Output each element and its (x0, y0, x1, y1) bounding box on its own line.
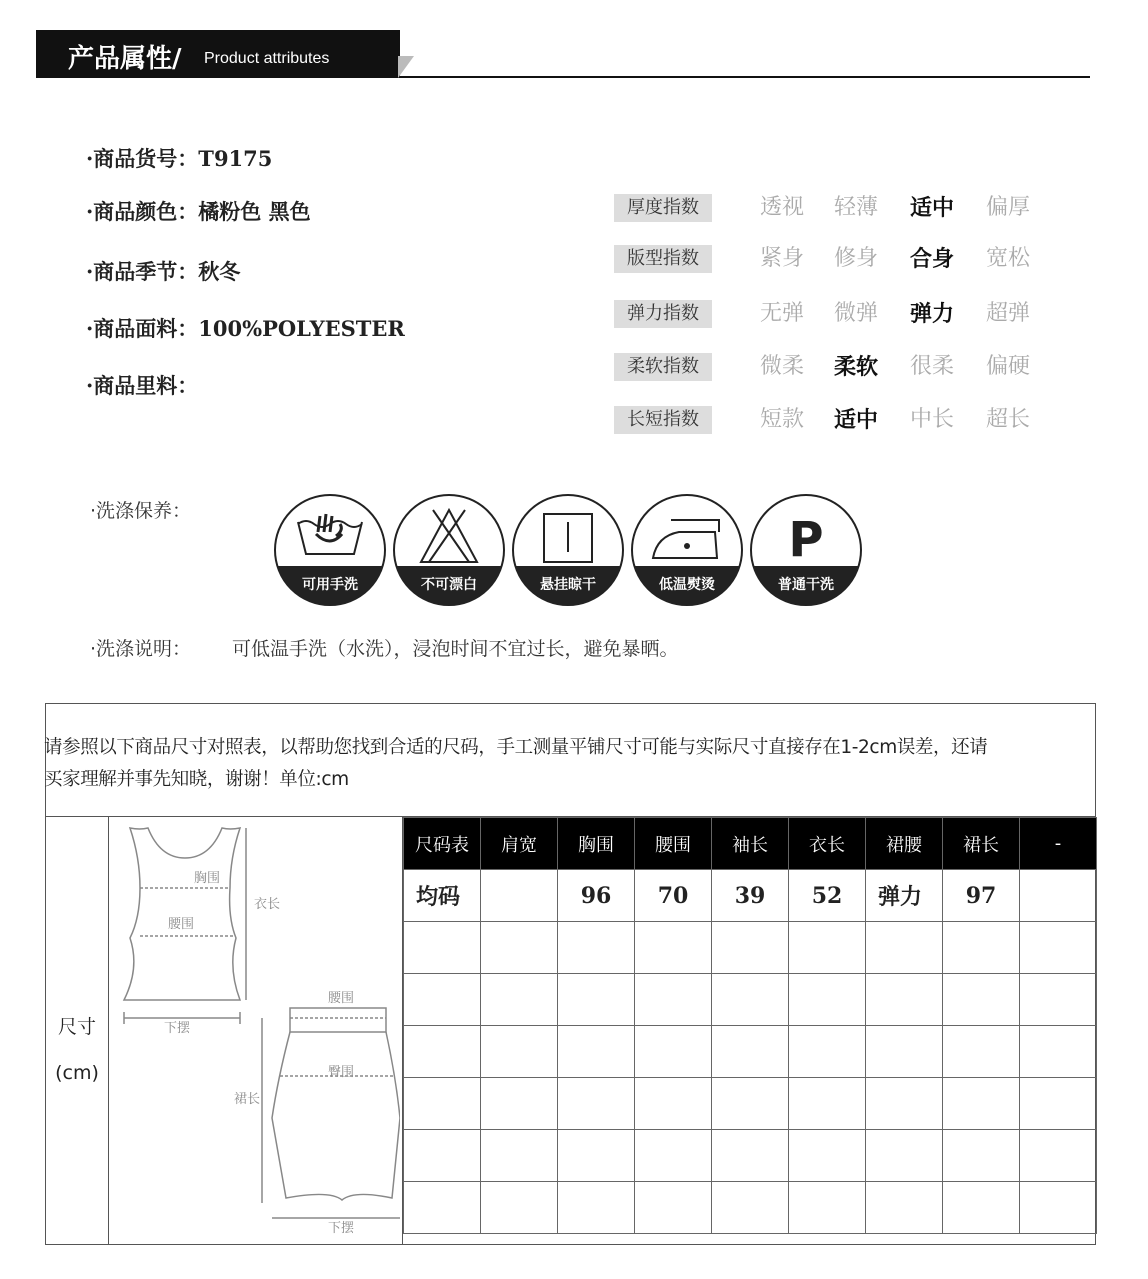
table-cell (789, 922, 866, 974)
table-cell (789, 1182, 866, 1234)
skirt-waist-label: 腰围 (328, 991, 355, 1006)
index-option: 紧身 (759, 246, 804, 271)
table-cell (558, 1182, 635, 1234)
care-text: 可用手洗 (302, 577, 358, 593)
care-text: 低温熨烫 (659, 577, 715, 593)
table-row (404, 1130, 1097, 1182)
header-title-en: Product attributes (204, 50, 330, 67)
index-label: 长短指数 (614, 406, 712, 434)
table-cell: 96 (558, 870, 635, 922)
index-option: 微柔 (759, 354, 804, 379)
header-underline (400, 76, 1090, 78)
index-option-selected: 适中 (833, 407, 878, 433)
index-label: 弹力指数 (614, 300, 712, 328)
attr-season: ·商品季节：秋冬 (86, 259, 241, 284)
table-cell (1020, 1026, 1097, 1078)
table-header-cell: 袖长 (712, 818, 789, 870)
care-label: ·洗涤保养： (90, 500, 192, 522)
waist-label: 腰围 (168, 917, 195, 932)
table-cell (404, 1130, 481, 1182)
table-cell (481, 1130, 558, 1182)
table-row (404, 870, 1097, 922)
table-cell (943, 922, 1020, 974)
table-cell (404, 1078, 481, 1130)
index-option: 超弹 (985, 301, 1030, 326)
skirt-outline (272, 1032, 400, 1200)
table-cell (789, 1130, 866, 1182)
table-cell (558, 974, 635, 1026)
index-option-selected: 适中 (909, 195, 954, 221)
table-cell (1020, 870, 1097, 922)
index-option: 无弹 (759, 301, 804, 326)
index-option: 偏硬 (985, 354, 1030, 379)
table-cell (558, 1130, 635, 1182)
size-chart-note (44, 732, 1094, 796)
table-cell (635, 1182, 712, 1234)
index-option: 超长 (985, 407, 1030, 432)
index-option: 短款 (759, 407, 804, 432)
index-label: 版型指数 (614, 245, 712, 273)
care-text: 悬挂晾干 (540, 577, 596, 593)
table-cell (558, 922, 635, 974)
table-header-row (404, 818, 1097, 870)
index-option: 修身 (833, 246, 878, 271)
hand-wash-icon (274, 494, 386, 606)
dry-clean-p-icon (750, 494, 862, 606)
table-cell (712, 1130, 789, 1182)
length-label: 衣长 (254, 897, 281, 912)
garment-measure-diagram (110, 818, 400, 1243)
hem-label: 下摆 (164, 1021, 191, 1036)
header-title-cn: 产品属性/ (68, 44, 182, 74)
table-cell (943, 1078, 1020, 1130)
table-row (404, 922, 1097, 974)
table-cell (481, 1182, 558, 1234)
low-iron-icon (631, 494, 743, 606)
table-row (404, 974, 1097, 1026)
table-cell (866, 974, 943, 1026)
table-cell (481, 922, 558, 974)
table-cell (558, 1026, 635, 1078)
table-cell: 弹力 (866, 870, 943, 922)
table-cell (943, 974, 1020, 1026)
table-cell (943, 1130, 1020, 1182)
attr-lining: ·商品里料： (86, 373, 199, 398)
table-cell (404, 922, 481, 974)
table-header-cell: 肩宽 (481, 818, 558, 870)
care-text: 普通干洗 (778, 577, 834, 593)
table-cell (943, 1182, 1020, 1234)
table-cell (866, 922, 943, 974)
skirt-hem-label: 下摆 (328, 1221, 355, 1236)
attr-color: ·商品颜色：橘粉色 黑色 (86, 199, 311, 224)
index-label: 柔软指数 (614, 353, 712, 381)
index-option: 透视 (759, 195, 804, 220)
table-header-cell: 裙长 (943, 818, 1020, 870)
table-row (404, 1026, 1097, 1078)
table-cell: 均码 (404, 870, 481, 922)
index-option: 偏厚 (985, 195, 1030, 220)
size-row-label: 尺寸 (57, 1016, 96, 1038)
table-cell (481, 974, 558, 1026)
column-divider (108, 816, 109, 1245)
table-cell (866, 1078, 943, 1130)
wash-note-label: ·洗涤说明： (90, 638, 192, 660)
no-bleach-icon (393, 494, 505, 606)
size-table (403, 817, 1097, 1234)
index-option: 很柔 (909, 354, 954, 379)
top-outline (124, 828, 240, 1000)
table-cell (481, 1026, 558, 1078)
table-cell (1020, 974, 1097, 1026)
table-cell: 70 (635, 870, 712, 922)
table-cell (404, 1026, 481, 1078)
table-cell (712, 974, 789, 1026)
table-cell (481, 1078, 558, 1130)
table-cell: 52 (789, 870, 866, 922)
table-header-cell: 尺码表 (404, 818, 481, 870)
table-cell: 39 (712, 870, 789, 922)
table-cell (481, 870, 558, 922)
skirt-waistband (290, 1008, 386, 1032)
index-option: 轻薄 (833, 195, 878, 220)
size-row-unit: (cm) (55, 1062, 99, 1084)
chest-label: 胸围 (194, 871, 221, 886)
table-cell (558, 1078, 635, 1130)
table-header-cell: 衣长 (789, 818, 866, 870)
table-cell (635, 1130, 712, 1182)
table-header-cell: 腰围 (635, 818, 712, 870)
index-label: 厚度指数 (614, 194, 712, 222)
table-cell (1020, 1182, 1097, 1234)
size-note-line-2: 买家理解并事先知晓，谢谢！单位:cm (44, 769, 349, 790)
table-cell (635, 974, 712, 1026)
table-cell (943, 1026, 1020, 1078)
table-cell (1020, 1078, 1097, 1130)
wash-note: 可低温手洗（水洗），浸泡时间不宜过长，避免暴晒。 (232, 638, 679, 660)
table-header-cell: 胸围 (558, 818, 635, 870)
table-cell (866, 1182, 943, 1234)
index-option: 微弹 (833, 301, 878, 326)
index-option-selected: 柔软 (833, 354, 878, 380)
hang-dry-icon (512, 494, 624, 606)
dry-clean-letter: P (788, 512, 824, 568)
table-cell (712, 1078, 789, 1130)
table-row (404, 1182, 1097, 1234)
table-cell (404, 974, 481, 1026)
table-cell (789, 974, 866, 1026)
table-cell (635, 1078, 712, 1130)
index-option: 中长 (909, 407, 954, 432)
table-cell (1020, 922, 1097, 974)
hip-label: 臀围 (328, 1065, 355, 1080)
table-cell (712, 1182, 789, 1234)
size-note-line-1: 请参照以下商品尺寸对照表，以帮助您找到合适的尺码，手工测量平铺尺寸可能与实际尺寸直接存在1-2cm误差，还请 (44, 737, 988, 758)
table-row (404, 1078, 1097, 1130)
table-cell (712, 922, 789, 974)
header-bar-tail (398, 56, 414, 78)
table-header-cell: 裙腰 (866, 818, 943, 870)
table-cell (1020, 1130, 1097, 1182)
table-cell (635, 922, 712, 974)
index-option: 宽松 (985, 246, 1030, 271)
attr-fabric: ·商品面料：100%POLYESTER (86, 316, 405, 341)
index-option-selected: 弹力 (909, 301, 954, 327)
table-cell: 97 (943, 870, 1020, 922)
table-cell (635, 1026, 712, 1078)
attr-item-number: ·商品货号：T9175 (86, 146, 273, 171)
table-cell (712, 1026, 789, 1078)
table-cell (866, 1130, 943, 1182)
table-cell (789, 1026, 866, 1078)
table-cell (404, 1182, 481, 1234)
index-option-selected: 合身 (909, 246, 954, 272)
care-text: 不可漂白 (421, 577, 477, 593)
table-cell (866, 1026, 943, 1078)
table-cell (789, 1078, 866, 1130)
skirt-length-label: 裙长 (234, 1092, 261, 1107)
table-header-cell: - (1020, 818, 1097, 870)
